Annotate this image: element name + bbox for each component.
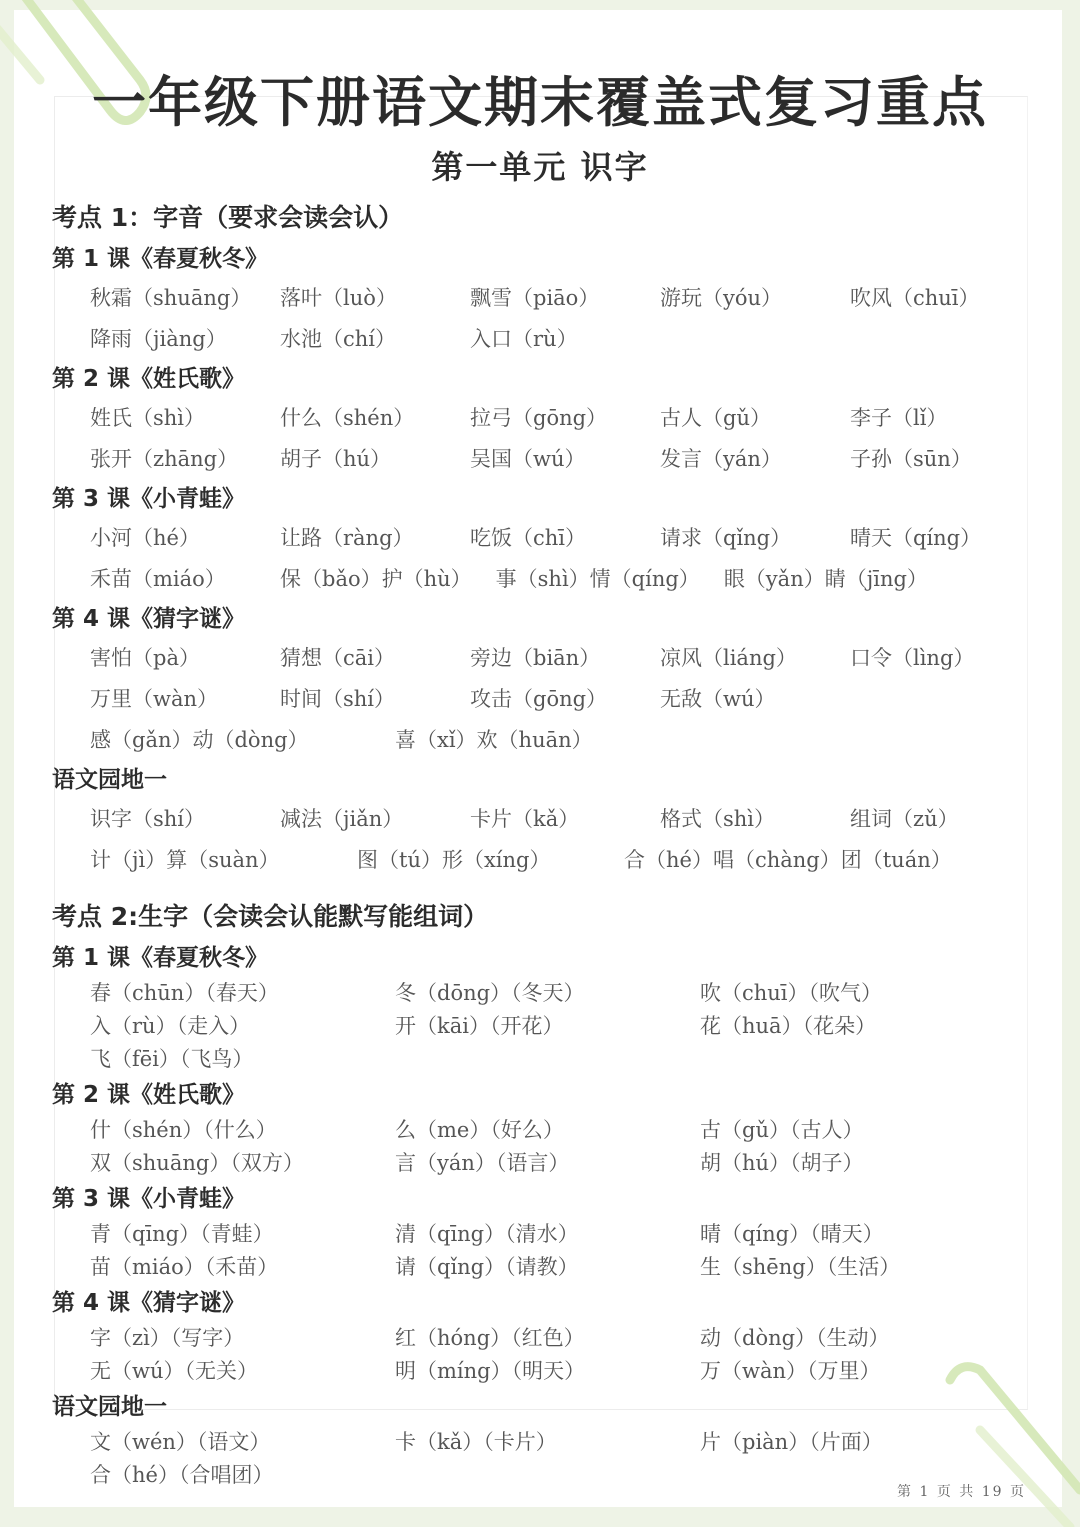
char-row [52,1216,1032,1249]
char-item: 明（míng）（明天） [395,1358,586,1383]
word-item: 旁边（biān） [470,645,601,670]
word-item: 事（shì）情（qíng） [495,566,700,591]
char-item: 双（shuāng）（双方） [90,1150,304,1175]
char-item: 红（hóng）（红色） [395,1325,585,1350]
word-item: 吴国（wú） [470,446,586,471]
word-item: 飘雪（piāo） [470,285,600,310]
key-point-1-heading: 考点 1：字音（要求会读会认） [52,203,404,232]
lesson-heading: 第 3 课《小青蛙》 [52,1186,246,1212]
word-row [52,516,1032,557]
char-item: 言（yán）（语言） [395,1150,570,1175]
word-item: 时间（shí） [280,686,396,711]
word-item: 图（tú）形（xíng） [357,847,551,872]
word-item: 格式（shì） [660,806,776,831]
char-item: 文（wén）（语文） [90,1429,271,1454]
key-point-2-heading: 考点 2:生字（会读会认能默写能组词） [52,902,489,931]
word-item: 眼（yǎn）睛（jīng） [723,566,928,591]
lesson-heading: 语文园地一 [52,767,167,793]
char-item: 什（shén）（什么） [90,1117,277,1142]
word-item: 秋霜（shuāng） [90,285,252,310]
word-row [52,437,1032,478]
char-item: 开（kāi）（开花） [395,1013,564,1038]
char-row [52,1424,1032,1457]
word-item: 晴天（qíng） [850,525,982,550]
lesson-heading: 第 2 课《姓氏歌》 [52,366,246,392]
char-row [52,1320,1032,1353]
lesson-heading: 语文园地一 [52,1394,167,1420]
word-item: 胡子（hú） [280,446,392,471]
word-item: 保（bǎo）护（hù） [280,566,472,591]
word-item: 禾苗（miáo） [90,566,226,591]
word-row [52,797,1032,838]
word-row [52,276,1032,317]
word-item: 降雨（jiàng） [90,326,227,351]
lesson-heading: 第 4 课《猜字谜》 [52,606,246,632]
char-item: 冬（dōng）（冬天） [395,980,585,1005]
word-item: 识字（shí） [90,806,206,831]
char-item: 万（wàn）（万里） [700,1358,881,1383]
word-item: 万里（wàn） [90,686,219,711]
char-item: 请（qǐng）（请教） [395,1254,579,1279]
char-item: 胡（hú）（胡子） [700,1150,864,1175]
char-item: 春（chūn）（春天） [90,980,279,1005]
content [52,198,1032,1490]
word-item: 什么（shén） [280,405,415,430]
word-item: 卡片（kǎ） [470,806,580,831]
char-item: 飞（fēi）（飞鸟） [90,1046,254,1071]
char-item: 么（me）（好么） [395,1117,564,1142]
word-item: 组词（zǔ） [850,806,959,831]
word-item: 游玩（yóu） [660,285,783,310]
word-item: 入口（rù） [470,326,578,351]
char-row [52,1041,1032,1074]
char-row [52,1457,1032,1490]
char-item: 清（qīng）（清水） [395,1221,579,1246]
word-item: 小河（hé） [90,525,200,550]
word-item: 减法（jiǎn） [280,806,404,831]
word-item: 吃饭（chī） [470,525,587,550]
char-row [52,975,1032,1008]
char-row [52,1145,1032,1178]
word-item: 喜（xǐ）欢（huān） [395,727,593,752]
lesson-heading: 第 2 课《姓氏歌》 [52,1082,246,1108]
char-item: 卡（kǎ）（卡片） [395,1429,557,1454]
char-item: 入（rù）（走入） [90,1013,251,1038]
word-item: 口令（lìng） [850,645,975,670]
word-item: 古人（gǔ） [660,405,771,430]
word-item: 让路（ràng） [280,525,414,550]
char-item: 青（qīng）（青蛙） [90,1221,274,1246]
word-item: 吹风（chuī） [850,285,980,310]
page-number: 第 1 页 共 19 页 [897,1484,1026,1500]
char-item: 古（gǔ）（古人） [700,1117,864,1142]
char-item: 晴（qíng）（晴天） [700,1221,884,1246]
word-item: 合（hé）唱（chàng）团（tuán） [624,847,952,872]
char-item: 片（piàn）（片面） [700,1429,883,1454]
word-item: 猜想（cāi） [280,645,395,670]
char-item: 吹（chuī）（吹气） [700,980,883,1005]
char-row [52,1112,1032,1145]
word-item: 李子（lǐ） [850,405,948,430]
word-item: 落叶（luò） [280,285,397,310]
word-item: 水池（chí） [280,326,397,351]
char-row [52,1008,1032,1041]
word-row [52,636,1032,677]
word-item: 攻击（gōng） [470,686,608,711]
char-row [52,1249,1032,1282]
word-item: 发言（yán） [660,446,782,471]
char-item: 苗（miáo）（禾苗） [90,1254,279,1279]
word-item: 张开（zhāng） [90,446,239,471]
word-item: 害怕（pà） [90,645,200,670]
char-item: 合（hé）（合唱团） [90,1462,274,1487]
char-item: 动（dòng）（生动） [700,1325,890,1350]
word-item: 感（gǎn）动（dòng） [90,727,309,752]
word-row [52,677,1032,718]
page-title: 一年级下册语文期末覆盖式复习重点 [92,71,988,134]
word-row [52,396,1032,437]
lesson-heading: 第 3 课《小青蛙》 [52,486,246,512]
char-item: 花（huā）（花朵） [700,1013,877,1038]
lesson-heading: 第 4 课《猜字谜》 [52,1290,246,1316]
char-item: 生（shēng）（生活） [700,1254,901,1279]
char-item: 字（zì）（写字） [90,1325,245,1350]
word-row [52,317,1032,358]
word-row [52,838,1032,879]
word-row [52,718,1032,759]
lesson-heading: 第 1 课《春夏秋冬》 [52,945,269,971]
word-item: 子孙（sūn） [850,446,972,471]
char-row [52,1353,1032,1386]
char-item: 无（wú）（无关） [90,1358,258,1383]
word-item: 计（jì）算（suàn） [90,847,280,872]
word-item: 无敌（wú） [660,686,776,711]
word-item: 凉风（liáng） [660,645,797,670]
word-row [52,557,1032,598]
lesson-heading: 第 1 课《春夏秋冬》 [52,246,269,272]
unit-title: 第一单元 识字 [431,148,649,186]
word-item: 请求（qǐng） [660,525,792,550]
word-item: 拉弓（gōng） [470,405,608,430]
word-item: 姓氏（shì） [90,405,206,430]
